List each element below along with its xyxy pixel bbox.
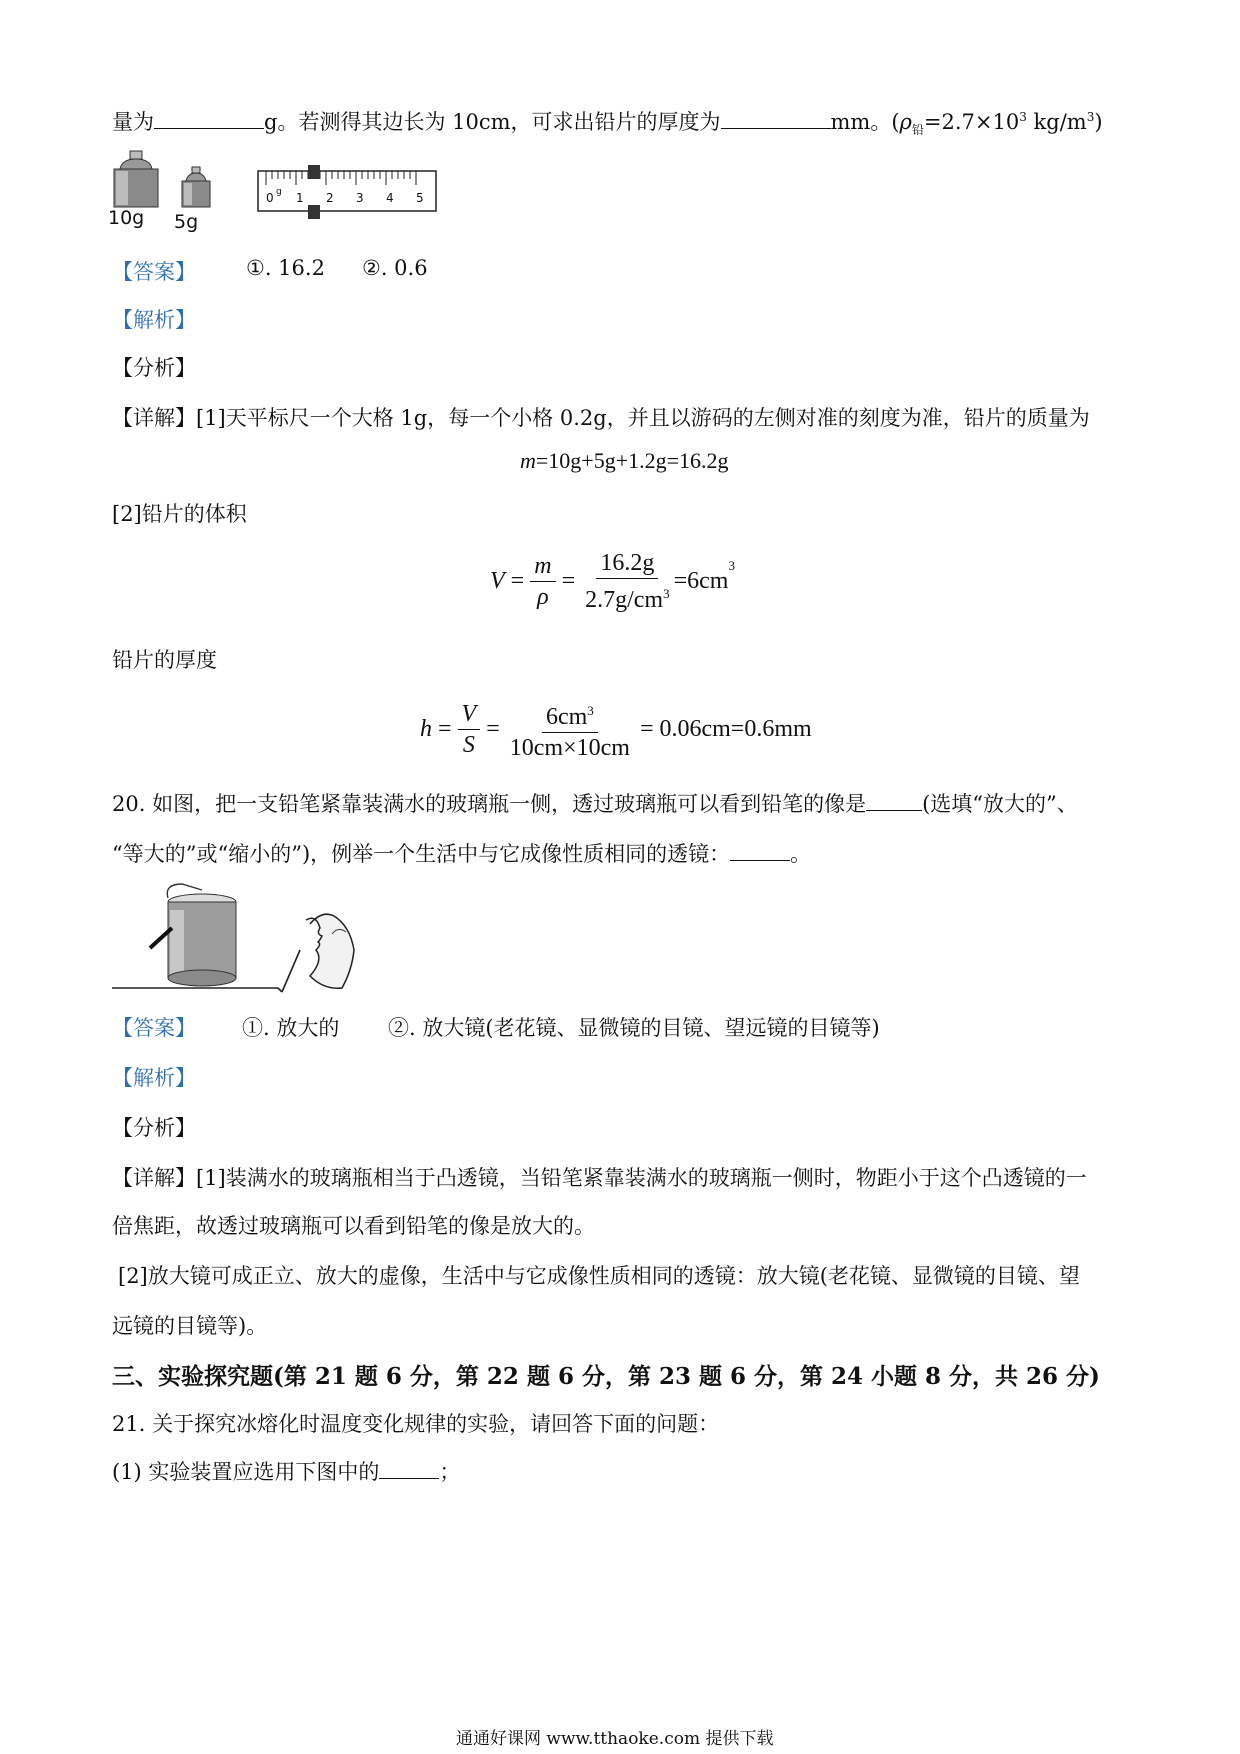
q19-detail-tag: 【详解】 — [112, 406, 196, 430]
vol-eq-sign: = — [510, 568, 525, 594]
h-num2-exp: 3 — [587, 703, 594, 718]
h-eq-sign: = — [438, 716, 452, 742]
q21-sub1 — [112, 1456, 460, 1486]
q19-line1 — [112, 106, 1103, 138]
vol-num2: 16.2g — [596, 548, 658, 579]
q20-line2-end: 。 — [790, 842, 812, 866]
vol-result: =6cm — [673, 568, 729, 594]
rho-unit-exp: 3 — [1086, 110, 1095, 124]
q20-detail-1b: 倍焦距，故透过玻璃瓶可以看到铅笔的像是放大的。 — [112, 1214, 595, 1238]
q20-fenxi-tag: 【分析】 — [112, 1116, 196, 1140]
h-den1: S — [462, 732, 475, 758]
section-3-title: 三、实验探究题(第 21 题 6 分，第 22 题 6 分，第 23 题 6 分，第 24 小题 8 分，共 26 分) — [112, 1363, 1100, 1390]
ruler-tick-label: 1 — [296, 191, 304, 205]
vol-lhs: V — [490, 568, 505, 594]
bottle-pencil-illustration — [110, 880, 370, 1000]
q20-line1-text: 20. 如图，把一支铅笔紧靠装满水的玻璃瓶一侧，透过玻璃瓶可以看到铅笔的像是 — [112, 792, 867, 816]
vol-den2: 2.7g/cm — [585, 587, 664, 613]
q20-detail-2: [2]放大镜可成正立、放大的虚像，生活中与它成像性质相同的透镜：放大镜(老花镜、显微镜的目镜、望 — [118, 1264, 1080, 1288]
weight-5g-icon — [182, 167, 210, 207]
weight-5g-label: 5g — [174, 211, 199, 233]
q20-detail-1 — [112, 1162, 1087, 1192]
mass-eq-text: =10g+5g+1.2g=16.2g — [535, 448, 729, 473]
ruler-tick-label: 3 — [356, 191, 364, 205]
balance-ruler-icon — [258, 165, 436, 219]
q19-jiexi-tag: 【解析】 — [112, 308, 196, 332]
rho-value: =2.7×10 — [923, 110, 1020, 134]
q20-line2 — [112, 838, 811, 868]
q19-blank-thickness — [721, 110, 831, 129]
q20-blank-1 — [866, 792, 922, 811]
ruler-tick-label: 4 — [386, 191, 394, 205]
q20-detail-2b: 远镜的目镜等)。 — [112, 1314, 268, 1338]
q19-detail-1 — [112, 402, 1090, 432]
rho-exp: 3 — [1019, 110, 1027, 124]
h-eq-sign-2: = — [486, 716, 500, 742]
q19-figure — [108, 145, 448, 235]
q19-blank-mass — [154, 110, 264, 129]
q20-answer-2: ②. 放大镜(老花镜、显微镜的目镜、望远镜的目镜等) — [388, 1016, 880, 1040]
q20-line1 — [112, 788, 1078, 818]
h-num1: V — [458, 699, 481, 730]
q20-figure — [110, 880, 370, 1000]
q21-blank-1 — [379, 1460, 439, 1479]
rho-close: ) — [1094, 110, 1103, 134]
volume-equation — [490, 548, 735, 615]
q19-answer-2: ②. 0.6 — [362, 256, 428, 280]
q20-answer-1: ①. 放大的 — [242, 1016, 340, 1040]
water-bottle-icon — [167, 884, 236, 986]
q19-mass-equation — [520, 448, 729, 474]
q19-text-c: mm。( — [830, 110, 900, 134]
q20-line2-text: “等大的”或“缩小的”)，例举一个生活中与它成像性质相同的透镜： — [112, 842, 731, 866]
ruler-tick-label: 5 — [416, 191, 424, 205]
q19-text-a: 量为 — [112, 110, 154, 134]
ruler-unit-label: g — [276, 187, 282, 197]
q19-answer-tag: 【答案】 — [112, 260, 196, 284]
ruler-tick-label: 2 — [326, 191, 334, 205]
q19-answer-1: ①. 16.2 — [246, 256, 325, 280]
thickness-label: 铅片的厚度 — [112, 648, 217, 672]
q21-sub1-end: ； — [439, 1460, 461, 1484]
vol-eq-sign-2: = — [561, 568, 576, 594]
rho-symbol: ρ — [899, 110, 912, 134]
weight-10g-icon — [114, 151, 158, 207]
face-profile-icon — [306, 914, 354, 988]
thickness-equation — [420, 696, 812, 763]
footer-source: 通通好课网 www.tthaoke.com 提供下载 — [456, 1729, 774, 1749]
vol-fraction-2 — [581, 548, 674, 615]
h-fraction-2 — [506, 696, 634, 763]
q19-detail-2: [2]铅片的体积 — [112, 502, 247, 526]
q21-sub1-text: (1) 实验装置应选用下图中的 — [112, 1460, 380, 1484]
q19-text-b: g。若测得其边长为 10cm，可求出铅片的厚度为 — [264, 110, 721, 134]
vol-fraction-1 — [530, 551, 555, 612]
h-den2: 10cm×10cm — [509, 735, 630, 761]
q20-detail-tag: 【详解】 — [112, 1166, 196, 1190]
h-lhs: h — [420, 716, 432, 742]
h-num2: 6cm — [545, 704, 588, 730]
vol-result-exp: 3 — [728, 558, 735, 573]
ruler-tick-label: 0 — [266, 191, 274, 205]
q19-detail-1-text: [1]天平标尺一个大格 1g，每一个小格 0.2g，并且以游码的左侧对准的刻度为准，铅片的质量为 — [196, 406, 1090, 430]
q20-answer-tag: 【答案】 — [112, 1016, 196, 1040]
q20-detail-1-text: [1]装满水的玻璃瓶相当于凸透镜，当铅笔紧靠装满水的玻璃瓶一侧时，物距小于这个凸透镜的一 — [196, 1166, 1087, 1190]
h-result: = 0.06cm=0.6mm — [639, 716, 812, 742]
q20-blank-2 — [730, 842, 790, 861]
mass-var: m — [520, 448, 536, 473]
vol-den1: ρ — [537, 584, 549, 610]
weight-10g-label: 10g — [108, 207, 145, 229]
q19-fenxi-tag: 【分析】 — [112, 356, 196, 380]
h-fraction-1 — [458, 699, 481, 760]
q20-line1-end: (选填“放大的”、 — [922, 792, 1078, 816]
q21-line1: 21. 关于探究冰熔化时温度变化规律的实验，请回答下面的问题： — [112, 1412, 720, 1436]
vol-num1: m — [530, 551, 555, 582]
rho-sub: 铅 — [911, 123, 924, 138]
rho-unit: kg/m — [1026, 110, 1087, 134]
vol-den2-exp: 3 — [663, 586, 670, 601]
q20-jiexi-tag: 【解析】 — [112, 1066, 196, 1090]
